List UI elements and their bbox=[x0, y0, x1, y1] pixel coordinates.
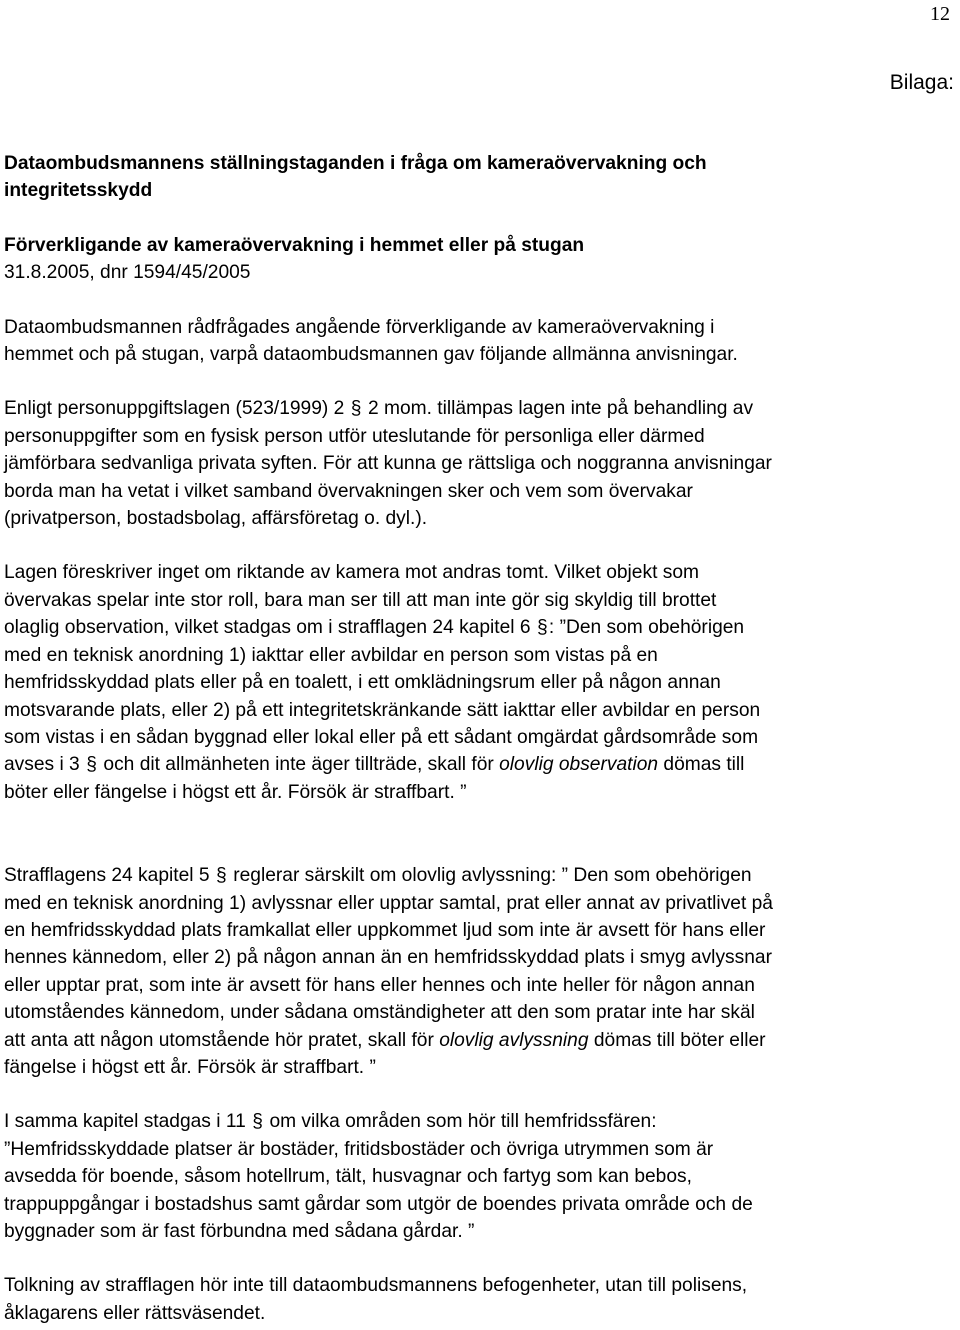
text-line: hemfridsskyddad plats eller på en toalett, i ett omklädningsrum eller på någon annan bbox=[4, 672, 721, 694]
text-segment: : bbox=[548, 617, 555, 639]
section-sign-icon: § bbox=[350, 398, 362, 420]
text-line: motsvarande plats, eller 2) på ett integritetskränkande sätt iakttar eller avbildar en person bbox=[4, 699, 761, 721]
text-line: Lagen föreskriver inget om riktande av kamera mot andras tomt. Vilket objekt som bbox=[4, 562, 699, 584]
text-line bbox=[4, 1027, 956, 1054]
text-line: åklagarens eller rättsväsendet. bbox=[4, 1302, 266, 1324]
text-segment: reglerar särskilt om olovlig avlyssning: bbox=[233, 865, 557, 887]
text-line: med en teknisk anordning 1) avlyssnar eller upptar samtal, prat eller annat av privatlivet på bbox=[4, 892, 773, 914]
text-segment: Strafflagens 24 kapitel 5 bbox=[4, 865, 210, 887]
text-segment: olaglig observation, vilket stadgas om i strafflagen 24 kapitel 6 bbox=[4, 617, 531, 639]
date-reference: 31.8.2005, dnr 1594/45/2005 bbox=[4, 262, 251, 284]
text-line bbox=[4, 1054, 956, 1081]
attachment-label: Bilaga: bbox=[889, 71, 954, 94]
title-line: Dataombudsmannens ställningstaganden i fråga om kameraövervakning och bbox=[4, 153, 707, 174]
text-line: utomståendes kännedom, under sådana omständigheter att den som pratar inte har skäl bbox=[4, 1002, 755, 1024]
close-quote: ” bbox=[460, 781, 467, 803]
document-body bbox=[4, 150, 956, 1327]
text-line bbox=[4, 779, 956, 806]
paragraph-camera-direction bbox=[4, 559, 956, 806]
text-line bbox=[4, 751, 956, 778]
emphasis-term: olovlig observation bbox=[499, 754, 659, 776]
text-line: Dataombudsmannen rådfrågades angående förverkligande av kameraövervakning i bbox=[4, 316, 715, 338]
text-line: hennes kännedom, eller 2) på någon annan än en hemfridsskyddad plats i smyg avlyssnar bbox=[4, 947, 772, 969]
text-segment: byggnader som är fast förbundna med sådana gårdar. bbox=[4, 1221, 463, 1242]
text-segment: 2 mom. tillämpas lagen inte på behandling av bbox=[367, 398, 754, 420]
text-line: eller upptar prat, som inte är avsett för hans eller hennes och inte heller för någon annan bbox=[4, 974, 755, 996]
paragraph-intro bbox=[4, 314, 956, 369]
text-segment: Den som obehörigen bbox=[565, 617, 745, 639]
text-segment: Den som obehörigen bbox=[573, 865, 752, 887]
paragraph-eavesdropping bbox=[4, 862, 956, 1081]
text-line bbox=[4, 862, 956, 889]
section-sign-icon: § bbox=[86, 754, 97, 776]
text-segment: och dit allmänheten inte äger tillträde, skall för bbox=[103, 754, 494, 776]
text-line: hemmet och på stugan, varpå dataombudsmannen gav följande allmänna anvisningar. bbox=[4, 344, 738, 366]
close-quote: ” bbox=[369, 1056, 376, 1078]
text-segment: att anta att någon utomstående hör pratet, skall för bbox=[4, 1029, 434, 1051]
text-line: Tolkning av strafflagen hör inte till dataombudsmannens befogenheter, utan till polisens, bbox=[4, 1275, 748, 1297]
text-line: personuppgifter som en fysisk person utför uteslutande för personliga eller därmed bbox=[4, 425, 705, 447]
emphasis-term: olovlig avlyssning bbox=[439, 1029, 589, 1051]
text-line bbox=[4, 1136, 956, 1163]
document-title bbox=[4, 150, 956, 205]
paragraph-personal-data-act bbox=[4, 395, 956, 532]
text-line bbox=[4, 395, 956, 422]
text-line bbox=[4, 1218, 956, 1245]
open-quote: ” bbox=[4, 1138, 11, 1160]
text-line: med en teknisk anordning 1) iakttar eller avbildar en person som vistas på en bbox=[4, 644, 658, 666]
section-sign-icon: § bbox=[216, 865, 227, 887]
text-segment: Hemfridsskyddade platser är bostäder, fritidsbostäder och övriga utrymmen som är bbox=[10, 1138, 714, 1160]
paragraph-domestic-sphere bbox=[4, 1108, 956, 1245]
text-line: borda man ha vetat i vilket samband övervakningen sker och vem som övervakar bbox=[4, 480, 693, 502]
text-segment: böter eller fängelse i högst ett år. Försök är straffbart. bbox=[4, 781, 455, 803]
section-sign-icon: § bbox=[537, 617, 548, 639]
text-segment: Enligt personuppgiftslagen (523/1999) 2 bbox=[4, 398, 345, 420]
text-segment: fängelse i högst ett år. Försök är straffbart. bbox=[4, 1056, 365, 1078]
text-line bbox=[4, 1108, 956, 1135]
text-line: trappuppgångar i bostadshus samt gårdar som utgör de boendes privata område och de bbox=[4, 1193, 753, 1215]
text-segment: avses i 3 bbox=[4, 754, 80, 776]
text-segment: dömas till böter eller bbox=[593, 1029, 766, 1051]
open-quote: ” bbox=[561, 865, 569, 887]
text-line: (privatperson, bostadsbolag, affärsföretag o. dyl.). bbox=[4, 508, 428, 530]
text-segment: dömas till bbox=[663, 754, 745, 776]
text-line: jämförbara sedvanliga privata syften. För att kunna ge rättsliga och noggranna anvisningar bbox=[4, 453, 772, 475]
text-line bbox=[4, 614, 956, 641]
open-quote: ” bbox=[559, 617, 566, 639]
text-line: som vistas i en sådan byggnad eller lokal eller på ett sådant omgärdat gårdsområde som bbox=[4, 726, 759, 748]
page-number: 12 bbox=[930, 3, 950, 25]
title-line: integritetsskydd bbox=[4, 180, 153, 202]
text-segment: I samma kapitel stadgas i 11 bbox=[4, 1111, 246, 1133]
paragraph-interpretation bbox=[4, 1272, 956, 1327]
section-sign-icon: § bbox=[252, 1111, 263, 1133]
document-subtitle: Förverkligande av kameraövervakning i hemmet eller på stugan bbox=[4, 234, 585, 256]
text-line: en hemfridsskyddad plats framkallat eller uppkommet ljud som inte är avsett för hans eller bbox=[4, 919, 766, 941]
text-line: avsedda för boende, såsom hotellrum, tält, husvagnar och fartyg som kan bebos, bbox=[4, 1166, 692, 1188]
text-segment: om vilka områden som hör till hemfridssfären: bbox=[269, 1111, 657, 1133]
text-line: övervakas spelar inte stor roll, bara man ser till att man inte gör sig skyldig till brottet bbox=[4, 589, 717, 611]
close-quote: ” bbox=[468, 1221, 475, 1242]
